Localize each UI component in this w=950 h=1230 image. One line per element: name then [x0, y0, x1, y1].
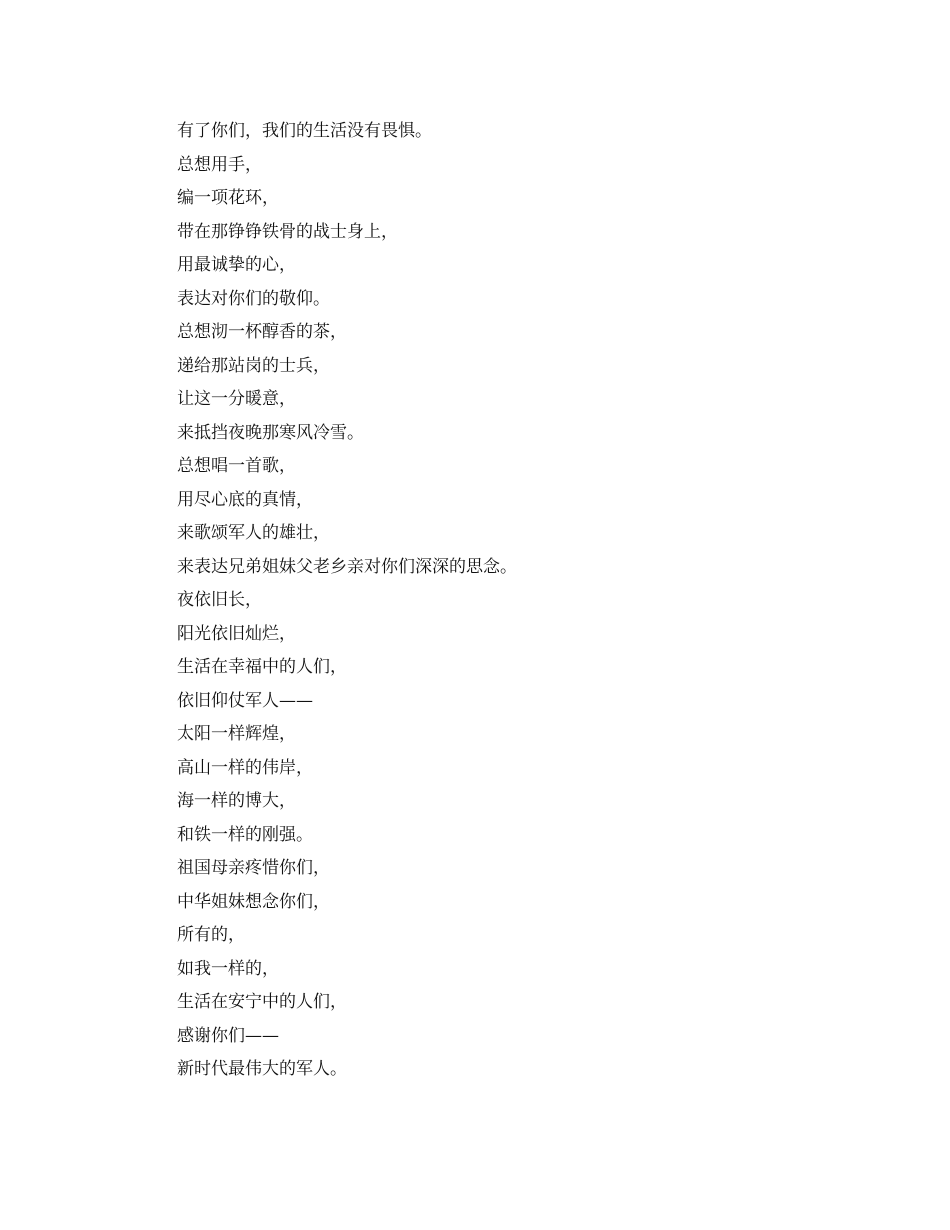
poem-line: 带在那铮铮铁骨的战士身上， [177, 221, 398, 242]
poem-line: 如我一样的， [177, 958, 279, 979]
poem-line: 总想唱一首歌， [177, 456, 296, 476]
poem-line: 总想用手， [177, 154, 262, 175]
poem-line: 用尽心底的真情， [177, 489, 313, 510]
poem-line: 感谢你们—— [177, 1025, 279, 1046]
poem-line: 太阳一样辉煌， [177, 724, 296, 744]
poem-line: 祖国母亲疼惜你们， [177, 858, 330, 878]
poem-line: 海一样的博大， [177, 791, 296, 811]
poem-line: 依旧仰仗军人—— [177, 690, 313, 711]
poem-line: 来歌颂军人的雄壮， [177, 523, 330, 543]
poem-line: 生活在幸福中的人们， [177, 657, 347, 677]
poem-line: 高山一样的伟岸， [177, 757, 313, 778]
poem-line: 来抵挡夜晚那寒风冷雪。 [177, 422, 364, 443]
poem-line: 让这一分暖意， [177, 389, 296, 409]
poem-line: 用最诚挚的心， [177, 255, 296, 275]
poem-line: 有了你们，我们的生活没有畏惧。 [177, 121, 432, 141]
poem-line: 编一项花环， [177, 188, 279, 208]
poem-body [177, 115, 517, 1087]
poem-line: 新时代最伟大的军人。 [177, 1059, 347, 1079]
poem-line: 总想沏一杯醇香的茶， [177, 322, 347, 342]
poem-line: 来表达兄弟姐妹父老乡亲对你们深深的思念。 [177, 556, 517, 577]
poem-line: 所有的， [177, 925, 245, 945]
poem-line: 阳光依旧灿烂， [177, 623, 296, 644]
poem-line: 夜依旧长， [177, 590, 262, 610]
poem-line: 递给那站岗的士兵， [177, 355, 330, 376]
poem-line: 和铁一样的刚强。 [177, 824, 313, 845]
poem-line: 中华姐妹想念你们， [177, 891, 330, 912]
poem-line: 生活在安宁中的人们， [177, 992, 347, 1012]
poem-line: 表达对你们的敬仰。 [177, 288, 330, 309]
